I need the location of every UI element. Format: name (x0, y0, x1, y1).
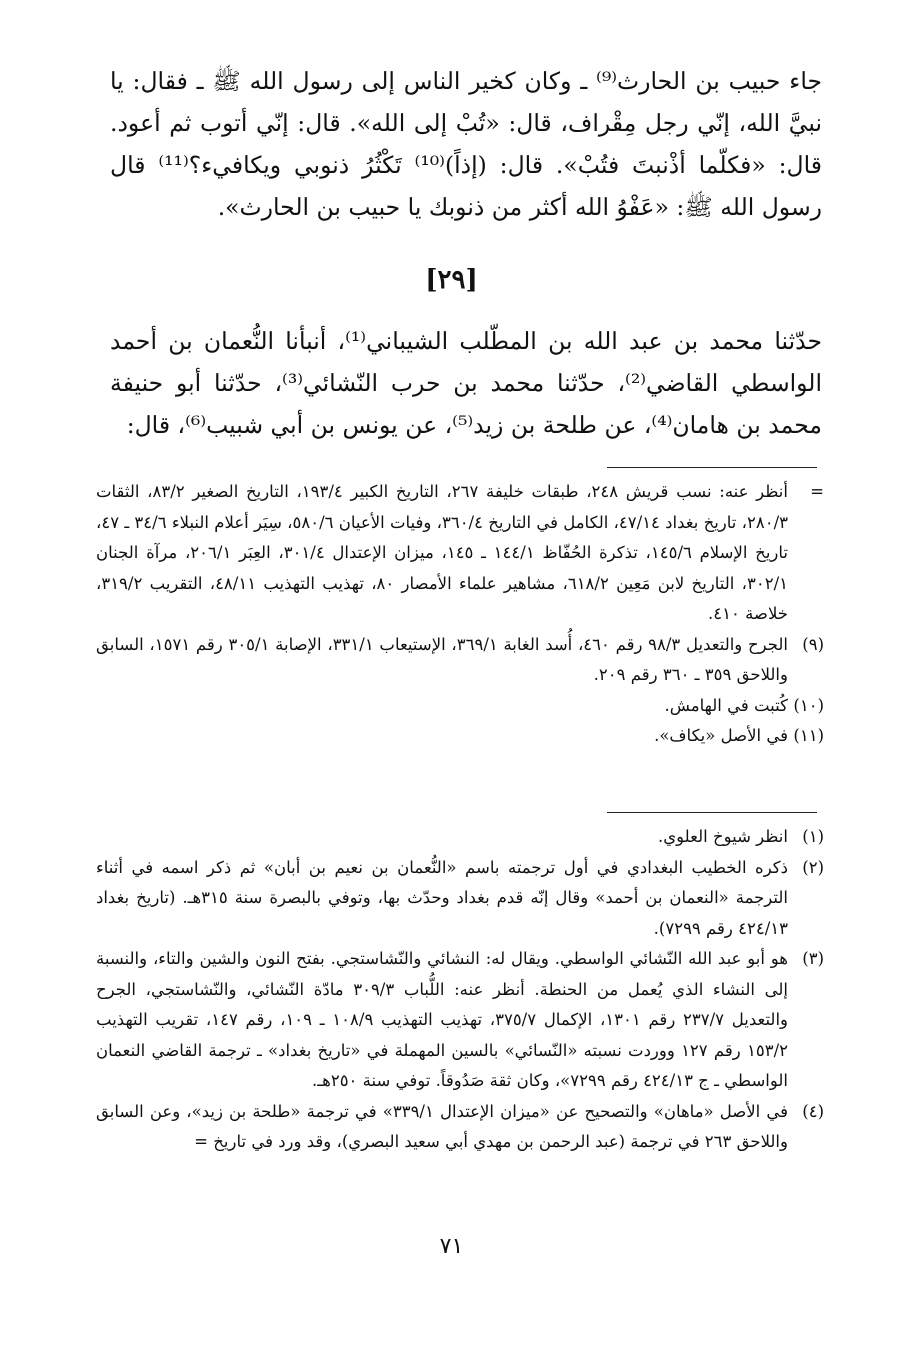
footnote-marker: (١) (802, 827, 824, 846)
hadith-number-heading: [٢٩] (425, 265, 478, 295)
footnote-text: الجرح والتعديل ٩٨/٣ رقم ٤٦٠، أُسد الغابة ٣٦٩/١، الإستيعاب ٣٣١/١، الإصابة ٣٠٥/١ رقم ١٥٧١، السابق واللاحق ٣٥٩ ـ ٣٦٠ رقم ٢٠٩. (96, 634, 788, 684)
footnote-marker: (٣) (802, 949, 824, 968)
footnote-text: في الأصل «يكاف». (654, 726, 788, 745)
footnote-text: ذكره الخطيب البغدادي في أول ترجمته باسم «النُّعمان بن نعيم بن أبان» ثم ذكر اسمه في أثناء الترجمة «النعمان بن أحمد» وقال إنّه قدم بغداد وحدّث بها، وتوفي بالبصرة سنة ٣١٥هـ. (تاريخ بغداد ٤٢٤/١٣ رقم ٧٢٩٩). (96, 857, 788, 938)
footnote-marker: (١٠) (793, 695, 824, 715)
footnote (96, 822, 824, 853)
footnote-separator (607, 812, 817, 813)
footnote-marker: (٩) (802, 634, 824, 654)
page-number: ٧١ (439, 1234, 464, 1259)
footnote-text: في الأصل «ماهان» والتصحيح عن «ميزان الإعتدال ٣٣٩/١» في ترجمة «طلحة بن زيد»، وعن السابق واللاحق ٢٦٣ في ترجمة (عبد الرحمن بن مهدي أبي سعيد البصري)، وقد ورد في تاريخ = (96, 1101, 788, 1151)
footnote-marker: (٤) (802, 1101, 824, 1121)
footnote (96, 721, 824, 752)
footnote (96, 630, 824, 691)
hadith-28-conclusion: جاء حبيب بن الحارث⁽⁹⁾ ـ وكان كخير الناس إلى رسول الله ﷺ ـ فقال: يا نبيَّ الله، إنّي رجل مِقْراف، قال: «تُبْ إلى الله». قال: إنّي أتوب ثم أعود. قال: «فكلّما أذْنبتَ فتُبْ». قال: (إذاً)⁽¹⁰⁾ تَكْثُرُ ذنوبي ويكافيء؟⁽¹¹⁾ قال رسول الله ﷺ: «عَفْوُ الله أكثر من ذنوبك يا حبيب بن الحارث». (110, 67, 823, 221)
footnote-marker: (١١) (793, 726, 824, 745)
footnote (96, 944, 824, 1097)
footnotes-hadith-29 (96, 822, 824, 1158)
footnote-marker: (٢) (802, 857, 824, 877)
footnote-separator (607, 467, 817, 468)
hadith-29-isnad: حدّثنا محمد بن عبد الله بن المطّلب الشيباني⁽¹⁾، أنبأنا النُّعمان بن أحمد الواسطي القاضي⁽²⁾، حدّثنا محمد بن حرب النّشائي⁽³⁾، حدّثنا أبو حنيفة محمد بن هامان⁽⁴⁾، عن طلحة بن زيد⁽⁵⁾، عن يونس بن أبي شبيب⁽⁶⁾، قال: (110, 327, 823, 439)
footnote (96, 691, 824, 722)
footnote (96, 1097, 824, 1158)
footnote-text: انظر شيوخ العلوي. (657, 827, 788, 846)
footnote-text: أنظر عنه: نسب قريش ٢٤٨، طبقات خليفة ٢٦٧، التاريخ الكبير ١٩٣/٤، التاريخ الصغير ٨٣/٢، الثقات ٢٨٠/٣، تاريخ بغداد ٤٧/١٤، الكامل في التاريخ ٣٦٠/٤، وفيات الأعيان ٥٨٠/٦، سِيَر أعلام النبلاء ٣٤/٦ ـ ٤٧، تاريخ الإسلام ١٤٥/٦، تذكرة الحُفّاظ ١٤٤/١ ـ ١٤٥، ميزان الإعتدال ٣٠١/٤، العِبَر ٢٠٦/١، مرآة الجنان ٣٠٢/١، التاريخ لابن مَعِين ٦١٨/٢، مشاهير علماء الأمصار ٨٠، تهذيب التهذيب ٤٨/١١، التقريب ٣١٩/٢، خلاصة ٤١٠. (96, 482, 789, 623)
footnote-text: هو أبو عبد الله النّشائي الواسطي. ويقال له: النشائي والنّشاستجي. بفتح النون والشين والتاء، والنسبة إلى النشاء الذي يُعمل من الحنطة. أنظر عنه: اللُّباب ٣٠٩/٣ مادّة النّشائي، والنّشاستجي، الجرح والتعديل ٢٣٧/٧ رقم ١٣٠١، الإكمال ٣٧٥/٧، تهذيب التهذيب ١٠٨/٩ ـ ١٠٩، رقم ١٤٧، تقريب التهذيب ١٥٣/٢ رقم ١٢٧ ووردت نسبته «النّسائي» بالسين المهملة في «تاريخ بغداد» ـ ترجمة القاضي النعمان الواسطي ـ ج ٤٢٤/١٣ رقم ٧٢٩٩»، وكان ثقة صَدُوقاً. توفي سنة ٢٥٠هـ. (96, 949, 788, 1090)
footnotes-continued (96, 477, 824, 752)
footnote-marker: = (810, 482, 824, 501)
footnote-text: كُتبت في الهامش. (664, 695, 788, 715)
footnote (96, 477, 824, 630)
footnote (96, 853, 824, 945)
